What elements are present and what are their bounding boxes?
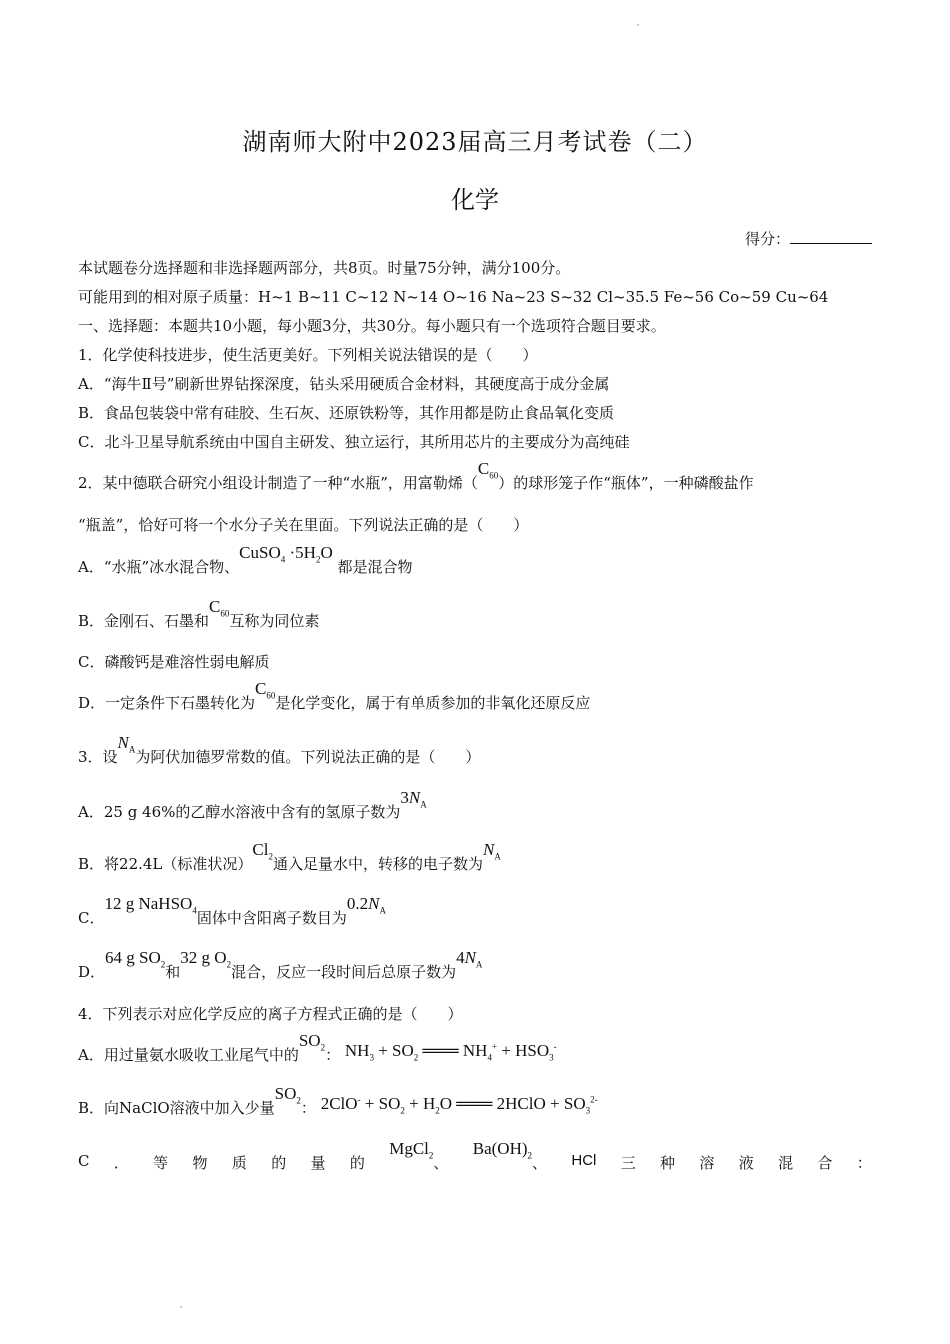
q3-b-text: B．将22.4L（标准状况） [78, 855, 253, 873]
q2-a-text: 都是混合物 [337, 558, 413, 576]
value-4na: $4N_A$ [456, 948, 483, 970]
q3-option-b [78, 840, 872, 875]
q4-c-char: 混 [778, 1154, 794, 1172]
q3-option-a [78, 788, 872, 823]
q2-d-text: 是化学变化，属于有单质参加的非氧化还原反应 [275, 694, 591, 712]
q1-option-c: C．北斗卫星导航系统由中国自主研发、独立运行，其所用芯片的主要成分为高纯硅 [78, 433, 630, 451]
equation-b: $2ClO^- + SO_2 + H_2O$ ═══ 2HClO + $SO_3^{2-}$ [320, 1094, 598, 1116]
value-na: $N_A$ [482, 840, 501, 862]
q4-c-char: 的 [349, 1154, 365, 1172]
subject-title: 化学 [451, 186, 499, 214]
q2-stem-2: “瓶盖”，恰好可将一个水分子关在里面。下列说法正确的是（ ） [78, 516, 529, 534]
q3-b-text: 通入足量水中，转移的电子数为 [272, 855, 483, 873]
formula-baoh2: $Ba(OH)_2$ [472, 1139, 533, 1161]
q4-a-text: A．用过量氨水吸收工业尾气中的 [78, 1046, 299, 1064]
q4-c-char: 等 [153, 1154, 169, 1172]
q1-stem: 1．化学使科技进步，使生活更美好。下列相关说法错误的是（ ） [78, 346, 538, 364]
q4-option-b [78, 1084, 872, 1119]
q4-c-sep: 、 [433, 1154, 449, 1172]
q4-stem: 4．下列表示对应化学反应的离子方程式正确的是（ ） [78, 1005, 463, 1023]
q4-c-char: 液 [738, 1154, 754, 1172]
q3-d-text: 和 [165, 963, 181, 981]
formula-c60: $C_{60}$ [255, 679, 276, 701]
q2-option-b [78, 597, 872, 632]
formula-so2: $SO_2$ [298, 1031, 326, 1053]
formula-hcl: HCl [571, 1152, 597, 1169]
q4-b-text: ： [300, 1099, 316, 1117]
q1-option-b: B．食品包装袋中常有硅胶、生石灰、还原铁粉等，其作用都是防止食品氧化变质 [78, 404, 615, 422]
q4-c-sep: 、 [532, 1154, 548, 1172]
formula-mgcl2: MgCl$_2$ [389, 1139, 434, 1161]
equation-a: $NH_3 + SO_2$ ═══ $NH_4^+ + HSO_3^-$ [344, 1041, 557, 1063]
q2-stem [78, 459, 872, 494]
q4-c-char: 质 [231, 1154, 247, 1172]
q4-c-char: ： [856, 1154, 872, 1172]
value-3na: $3N_A$ [400, 788, 427, 810]
q4-c-char: 量 [310, 1154, 326, 1172]
formula-baoh2-group [472, 1139, 548, 1174]
formula-12g-nahso4: 12 g NaHSO$_4$ [104, 894, 197, 916]
scan-dot [637, 24, 639, 26]
q4-c-char: 种 [660, 1154, 676, 1172]
q2-option-c: C．磷酸钙是难溶性弱电解质 [78, 653, 270, 671]
formula-c60: $C_{60}$ [477, 459, 499, 481]
q4-a-text: ： [325, 1046, 341, 1064]
q4-b-text: B．向NaClO溶液中加入少量 [78, 1099, 275, 1117]
q4-c-char: 溶 [699, 1154, 715, 1172]
q3-stem-text: 为阿伏加德罗常数的值。下列说法正确的是（ ） [135, 748, 481, 766]
intro-line-1: 本试题卷分选择题和非选择题两部分，共8页。时量75分钟，满分100分。 [78, 259, 571, 277]
q4-option-a [78, 1031, 872, 1066]
q3-d-text: D． [78, 963, 106, 981]
q2-stem-part: ）的球形笼子作“瓶体”，一种磷酸盐作 [498, 474, 754, 492]
formula-cuso4-5h2o: CuSO$_4$ $\cdot 5H_2O$ [239, 543, 333, 565]
q4-c-char: 合 [817, 1154, 833, 1172]
q3-option-d [78, 948, 872, 983]
q3-c-text: 固体中含阳离子数目为 [196, 909, 347, 927]
q4-c-char: 三 [620, 1154, 636, 1172]
scan-dot [180, 1306, 182, 1308]
q2-stem-part: 2．某中德联合研究小组设计制造了一种“水瓶”，用富勒烯（ [78, 474, 478, 492]
symbol-na: $N_A$ [117, 733, 136, 755]
intro-line-2: 可能用到的相对原子质量：H~1 B~11 C~12 N~14 O~16 Na~23 S~32 Cl~35.5 Fe~56 Co~59 Cu~64 [78, 288, 829, 306]
q3-d-text: 混合，反应一段时间后总原子数为 [231, 963, 457, 981]
score-blank [790, 229, 872, 244]
exam-title: 湖南师大附中2023届高三月考试卷（二） [242, 128, 708, 156]
formula-64g-so2: 64 g $SO_2$ [105, 948, 166, 970]
q2-b-text: B．金刚石、石墨和 [78, 612, 210, 630]
q2-option-a [78, 543, 872, 578]
score-field [745, 228, 872, 249]
q2-a-text: A．“水瓶”冰水混合物、 [78, 558, 240, 576]
formula-cl2: $Cl_2$ [252, 840, 273, 862]
formula-mgcl2-group [389, 1139, 449, 1174]
formula-32g-o2: 32 g $O_2$ [180, 948, 232, 970]
q3-c-text: C． [78, 909, 105, 927]
q3-stem [78, 733, 872, 768]
q3-stem-text: 3．设 [78, 748, 118, 766]
q1-option-a: A．“海牛Ⅱ号”刷新世界钻探深度，钻头采用硬质合金材料，其硬度高于成分金属 [78, 375, 610, 393]
q2-b-text: 互称为同位素 [229, 612, 320, 630]
q4-c-char: 的 [271, 1154, 287, 1172]
score-label: 得分： [744, 230, 790, 248]
q4-c-char: 物 [192, 1154, 208, 1172]
formula-c60: $C_{60}$ [209, 597, 230, 619]
q2-option-d [78, 679, 872, 714]
section-heading: 一、选择题：本题共10小题，每小题3分，共30分。每小题只有一个选项符合题目要求。 [78, 317, 666, 335]
q4-c-char: ． [113, 1154, 129, 1172]
q3-a-text: A．25 g 46%的乙醇水溶液中含有的氢原子数为 [78, 803, 401, 821]
q2-d-text: D．一定条件下石墨转化为 [78, 694, 256, 712]
value-0.2na: $0.2N_A$ [346, 894, 386, 916]
formula-so2: $SO_2$ [274, 1084, 301, 1106]
q3-option-c [78, 894, 872, 929]
q4-option-c [78, 1139, 872, 1174]
q4-c-char: C [78, 1152, 90, 1170]
